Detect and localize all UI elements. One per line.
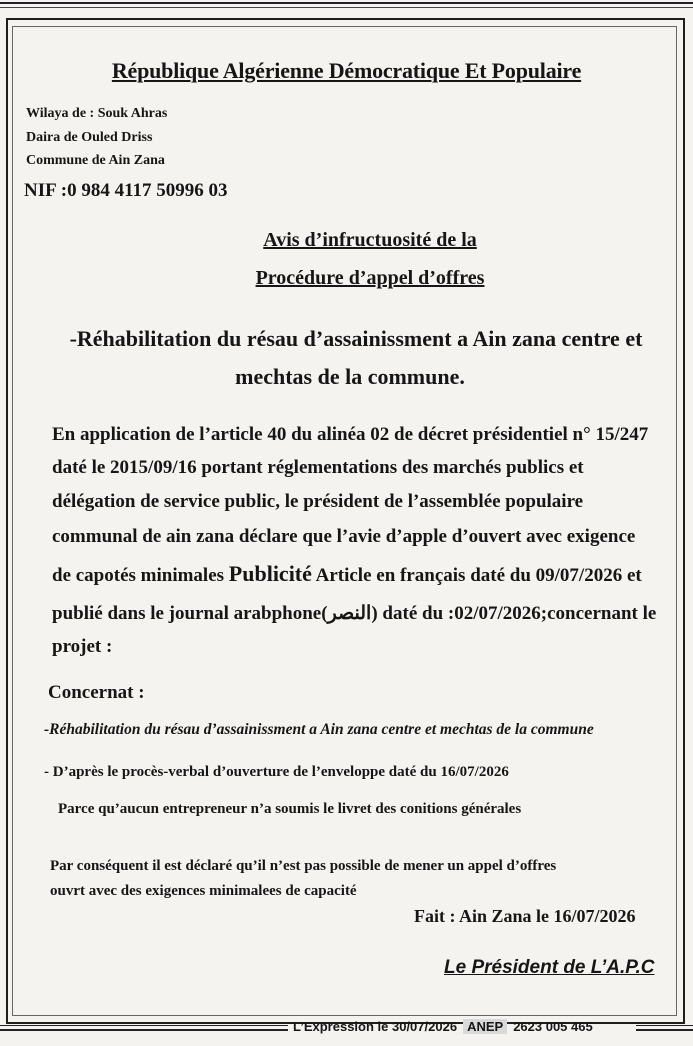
body-line6: publié dans le journal arabphone(النصر) daté du :02/07/2026;concernant le <box>52 603 657 624</box>
republic-heading: République Algérienne Démocratique Et Populaire <box>111 58 582 83</box>
conclusion-line2: ouvrt avec des exigences minimalees de capacité <box>50 883 357 899</box>
footer-rule-right <box>636 1025 693 1031</box>
body-line2: daté le 2015/09/16 portant réglementations des marchés publics et <box>52 457 584 478</box>
signature-place-date: Fait : Ain Zana le 16/07/2026 <box>414 906 636 926</box>
pv-line: - D’après le procès-verbal d’ouverture de l’enveloppe daté du 16/07/2026 <box>44 764 509 780</box>
subject-line2: mechtas de la commune. <box>235 364 465 389</box>
president-signature: Le Président de L’A.P.C <box>444 957 655 978</box>
daira-line: Daira de Ouled Driss <box>26 130 153 145</box>
body-line7: projet : <box>52 636 113 657</box>
footer-newspaper: L’Expression le 30/07/2026 <box>293 1019 458 1034</box>
body-line3: délégation de service public, le président de l’assemblée populaire <box>52 491 584 512</box>
subject-line1: -Réhabilitation du résau d’assainissment a Ain zana centre et <box>69 326 643 351</box>
conclusion-line1: Par conséquent il est déclaré qu’il n’est pas possible de mener un appel d’offres <box>50 858 557 874</box>
body-line5 <box>52 561 642 587</box>
nif-line: NIF :0 984 4117 50996 03 <box>24 180 228 201</box>
body-line1: En application de l’article 40 du alinéa 02 de décret présidentiel n° 15/247 <box>52 424 649 445</box>
footer-publication-info <box>293 1019 593 1034</box>
reason-line: Parce qu’aucun entrepreneur n’a soumis le livret des conitions générales <box>58 801 522 817</box>
top-rule-thin <box>0 7 693 8</box>
notice-title-line2: Procédure d’appel d’offres <box>255 267 485 289</box>
footer-rule-left <box>0 1025 288 1031</box>
concern-project: -Réhabilitation du résau d’assainissment a Ain zana centre et mechtas de la commune <box>44 721 594 738</box>
body-line4: communal de ain zana déclare que l’avie d’apple d’ouvert avec exigence <box>52 526 636 547</box>
concern-heading: Concernat : <box>48 682 145 703</box>
footer-reference: 2623 005 465 <box>513 1019 593 1034</box>
commune-line: Commune de Ain Zana <box>26 153 165 168</box>
wilaya-line: Wilaya de : Souk Ahras <box>26 106 168 121</box>
publicite-word: Publicité <box>228 561 312 586</box>
body-line5-end: Article en français daté du 09/07/2026 et <box>311 565 642 586</box>
notice-title-line1: Avis d’infructuosité de la <box>263 229 477 251</box>
top-rule <box>0 2 693 4</box>
body-line5-start: de capotés minimales <box>52 565 229 586</box>
footer-agency: ANEP <box>463 1019 507 1034</box>
